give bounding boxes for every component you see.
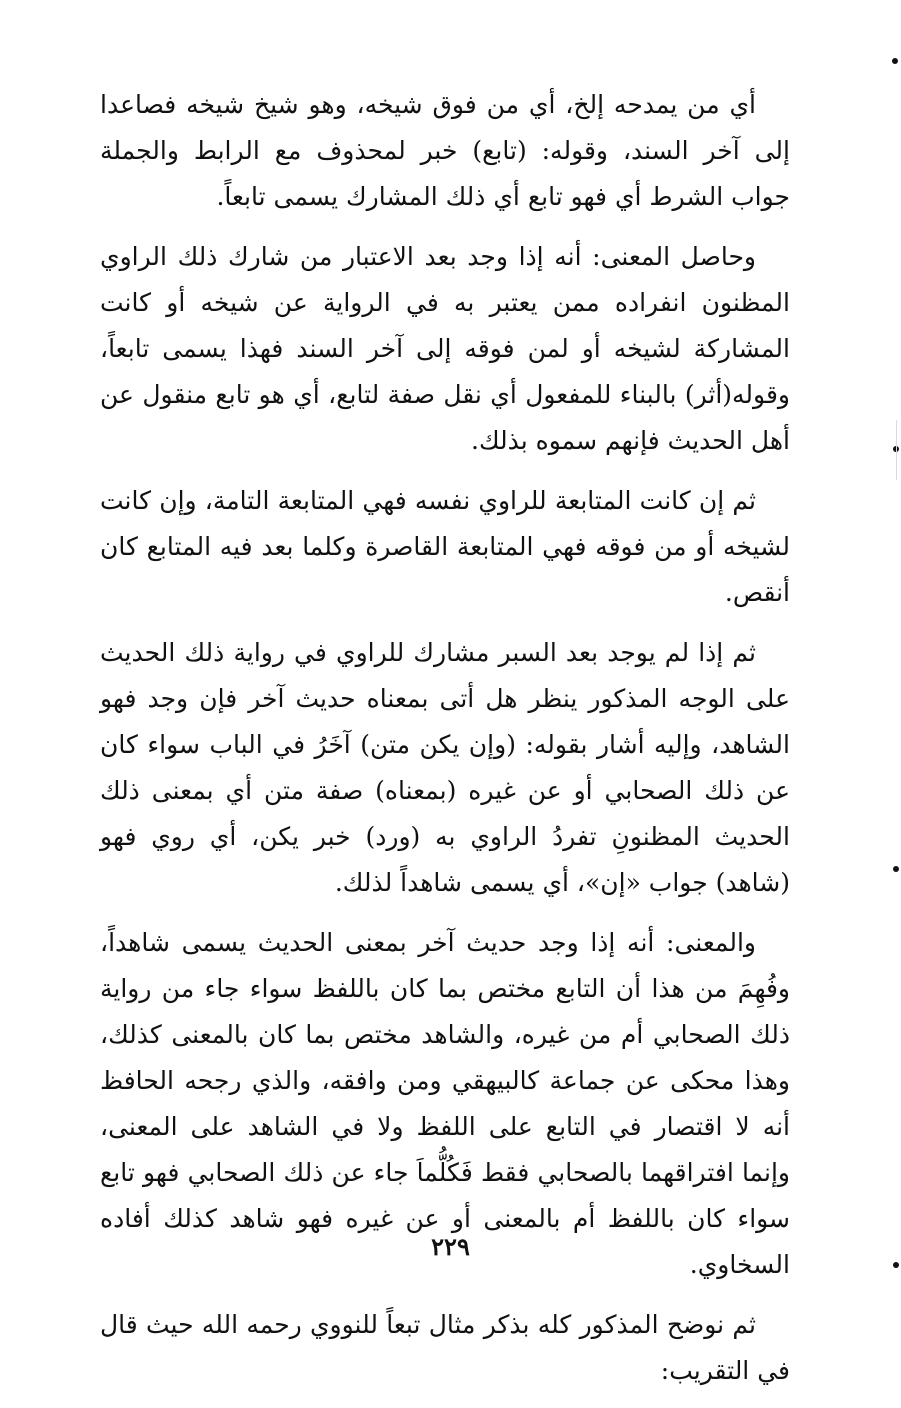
scan-mark bbox=[892, 58, 898, 64]
paragraph-3: ثم إن كانت المتابعة للراوي نفسه فهي المتابعة التامة، وإن كانت لشيخه أو من فوقه فهي المتابعة القاصرة وكلما بعد فيه المتابع كان أنقص. bbox=[100, 486, 790, 607]
scan-mark bbox=[893, 866, 899, 872]
paragraph-4: ثم إذا لم يوجد بعد السبر مشارك للراوي في رواية ذلك الحديث على الوجه المذكور ينظر هل أتى بمعناه حديث آخر فإن وجد فهو الشاهد، وإليه أشار بقوله: (وإن يكن متن) آخَرُ في الباب سواء كان عن ذلك الصحابي أو عن غيره (بمعناه) صفة متن أي بمعنى ذلك الحديث المظنونِ تفردُ الراوي به (ورد) خبر يكن، أي روي فهو (شاهد) جواب «إن»، أي يسمى شاهداً لذلك. bbox=[100, 638, 790, 897]
body-text bbox=[100, 82, 790, 1408]
paragraph-2: وحاصل المعنى: أنه إذا وجد بعد الاعتبار من شارك ذلك الراوي المظنون انفراده ممن يعتبر به في الرواية عن شيخه أو كانت المشاركة لشيخه أو لمن فوقه إلى آخر السند فهذا يسمى تابعاً، وقوله(أثر) بالبناء للمفعول أي نقل صفة لتابع، أي هو تابع منقول عن أهل الحديث فإنهم سموه بذلك. bbox=[100, 242, 790, 455]
paragraph-5: والمعنى: أنه إذا وجد حديث آخر بمعنى الحديث يسمى شاهداً، وفُهِمَ من هذا أن التابع مختص بما كان باللفظ سواء جاء من رواية ذلك الصحابي أم من غيره، والشاهد مختص بما كان بالمعنى كذلك، وهذا محكى عن جماعة كالبيهقي ومن وافقه، والذي رجحه الحافظ أنه لا اقتصار في التابع على اللفظ ولا في الشاهد على المعنى، وإنما افتراقهما بالصحابي فقط فَكُلُّماَ جاء عن ذلك الصحابي فهو تابع سواء كان باللفظ أم بالمعنى أو عن غيره فهو شاهد كذلك أفاده السخاوي. bbox=[100, 928, 790, 1279]
scan-edge-line bbox=[896, 420, 897, 480]
paragraph-1: أي من يمدحه إلخ، أي من فوق شيخه، وهو شيخ شيخه فصاعدا إلى آخر السند، وقوله: (تابع) خبر لمحذوف مع الرابط والجملة جواب الشرط أي فهو تابع أي ذلك المشارك يسمى تابعاً. bbox=[100, 90, 790, 211]
paragraph-6: ثم نوضح المذكور كله بذكر مثال تبعاً للنووي رحمه الله حيث قال في التقريب: bbox=[100, 1310, 790, 1385]
page-number: ٢٢٩ bbox=[431, 1232, 470, 1261]
scan-mark bbox=[893, 1262, 899, 1268]
